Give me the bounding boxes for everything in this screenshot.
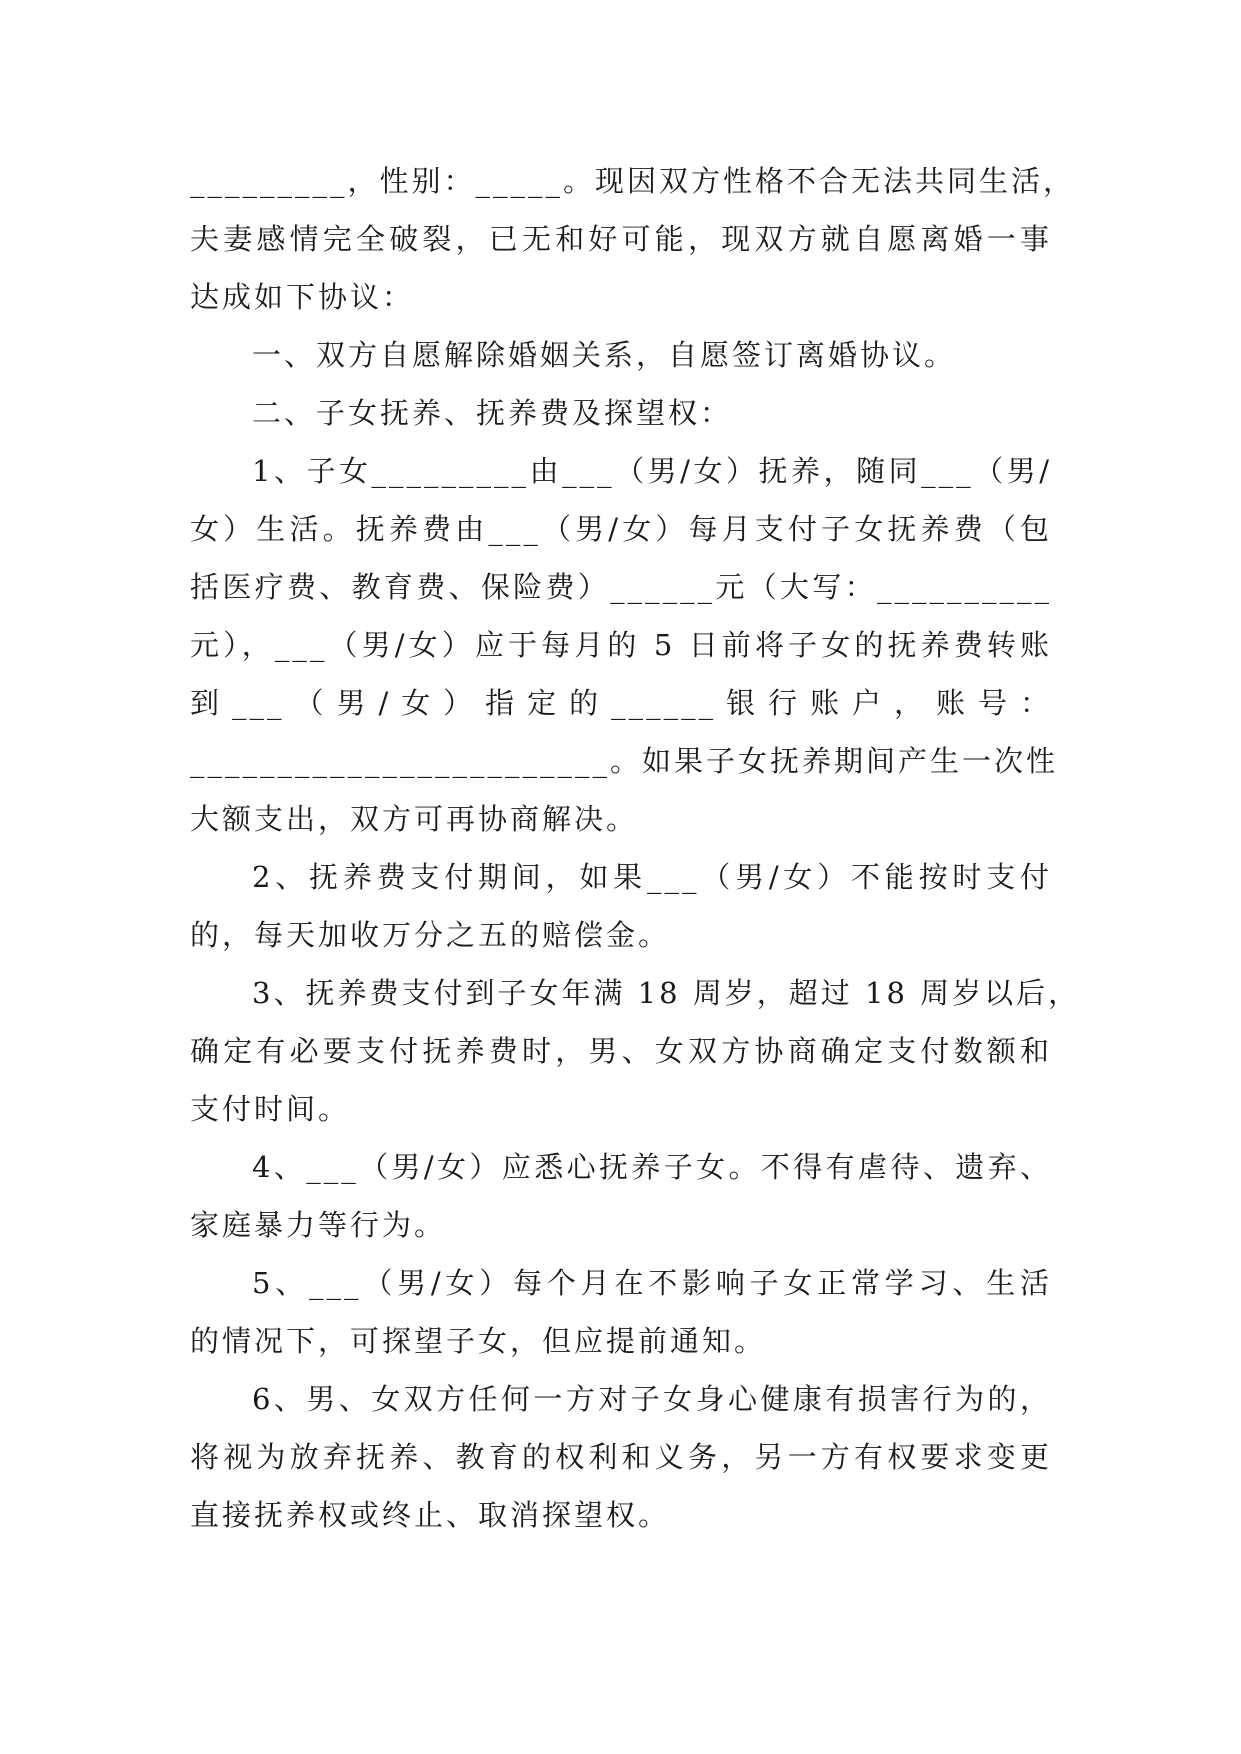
item-1-line: 1、子女_________由___（男/女）抚养，随同___（男/ <box>252 454 1052 488</box>
document-body <box>190 152 1081 1544</box>
text-line: 家庭暴力等行为。 <box>190 1208 447 1242</box>
item-2-line: 2、抚养费支付期间，如果___（男/女）不能按时支付 <box>252 860 1052 894</box>
text-line: 直接抚养权或终止、取消探望权。 <box>190 1498 671 1532</box>
item-5-line: 5、___（男/女）每个月在不影响子女正常学习、生活 <box>252 1266 1052 1300</box>
text-line: 将视为放弃抚养、教育的权利和义务，另一方有权要求变更 <box>190 1440 1052 1474</box>
text-line: 达成如下协议： <box>190 280 415 314</box>
text-line: 女）生活。抚养费由___（男/女）每月支付子女抚养费（包 <box>190 512 1052 546</box>
text-line: _________，性别：_____。现因双方性格不合无法共同生活， <box>190 164 1076 198</box>
clause-1-line: 一、双方自愿解除婚姻关系，自愿签订离婚协议。 <box>252 338 957 372</box>
text-line: 到___（男/女）指定的______银行账户，账号： <box>190 686 1052 720</box>
text-line: 元），___（男/女）应于每月的 5 日前将子女的抚养费转账 <box>190 628 1052 662</box>
text-line: 的情况下，可探望子女，但应提前通知。 <box>190 1324 767 1358</box>
text-line: ________________________。如果子女抚养期间产生一次性 <box>190 744 1059 778</box>
text-line: 大额支出，双方可再协商解决。 <box>190 802 639 836</box>
item-3-line: 3、抚养费支付到子女年满 18 周岁，超过 18 周岁以后， <box>252 976 1081 1010</box>
text-line: 的，每天加收万分之五的赔偿金。 <box>190 918 671 952</box>
item-6-line: 6、男、女双方任何一方对子女身心健康有损害行为的， <box>252 1382 1052 1416</box>
text-line: 支付时间。 <box>190 1092 351 1126</box>
text-line: 括医疗费、教育费、保险费）______元（大写：__________ <box>190 570 1052 604</box>
item-4-line: 4、___（男/女）应悉心抚养子女。不得有虐待、遗弃、 <box>252 1150 1052 1184</box>
text-line: 夫妻感情完全破裂，已无和好可能，现双方就自愿离婚一事 <box>190 222 1052 256</box>
clause-2-heading: 二、子女抚养、抚养费及探望权： <box>252 396 733 430</box>
text-line: 确定有必要支付抚养费时，男、女双方协商确定支付数额和 <box>190 1034 1052 1068</box>
